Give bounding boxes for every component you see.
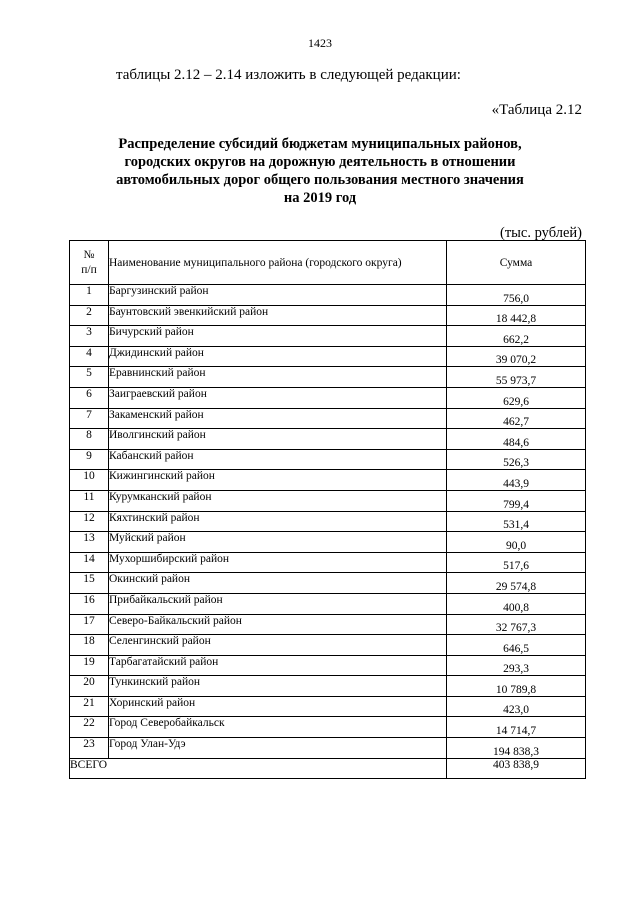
row-sum: 55 973,7 [447,367,586,388]
row-name: Кяхтинский район [109,511,447,532]
row-sum: 29 574,8 [447,573,586,594]
row-name: Муйский район [109,532,447,553]
row-number: 16 [70,593,109,614]
row-number: 6 [70,387,109,408]
table-row [70,676,586,697]
row-number: 15 [70,573,109,594]
row-sum: 423,0 [447,696,586,717]
table-row [70,429,586,450]
row-number: 21 [70,696,109,717]
table-row [70,573,586,594]
table-row [70,305,586,326]
row-number: 8 [70,429,109,450]
row-number: 10 [70,470,109,491]
row-number: 11 [70,490,109,511]
row-number: 3 [70,326,109,347]
row-sum: 526,3 [447,449,586,470]
table-row [70,717,586,738]
row-name: Прибайкальский район [109,593,447,614]
row-name: Иволгинский район [109,429,447,450]
page-number: 1423 [308,36,332,50]
row-name: Кижингинский район [109,470,447,491]
table-row [70,593,586,614]
subsidy-table [69,240,586,779]
row-number: 4 [70,346,109,367]
row-name: Мухоршибирский район [109,552,447,573]
row-number: 19 [70,655,109,676]
row-sum: 799,4 [447,490,586,511]
row-sum: 400,8 [447,593,586,614]
row-number: 18 [70,635,109,656]
row-name: Кабанский район [109,449,447,470]
table-label: «Таблица 2.12 [491,102,582,118]
header-name: Наименование муниципального района (городского округа) [109,241,447,285]
row-sum: 32 767,3 [447,614,586,635]
table-row [70,738,586,759]
row-sum: 517,6 [447,552,586,573]
row-number: 13 [70,532,109,553]
table-row [70,532,586,553]
unit-label: (тыс. рублей) [500,225,582,241]
header-number-sign: № [83,248,95,261]
row-sum: 484,6 [447,429,586,450]
row-sum: 10 789,8 [447,676,586,697]
row-sum: 443,9 [447,470,586,491]
row-sum: 14 714,7 [447,717,586,738]
row-sum: 646,5 [447,635,586,656]
row-name: Город Улан-Удэ [109,738,447,759]
total-sum: 403 838,9 [447,758,586,779]
header-sum: Сумма [447,241,586,285]
row-sum: 90,0 [447,532,586,553]
row-number: 20 [70,676,109,697]
table-row [70,449,586,470]
table-row [70,696,586,717]
table-row [70,346,586,367]
row-name: Закаменский район [109,408,447,429]
row-sum: 39 070,2 [447,346,586,367]
header-number [70,241,109,285]
row-name: Тункинский район [109,676,447,697]
row-sum: 756,0 [447,285,586,306]
table-row [70,635,586,656]
row-name: Город Северобайкальск [109,717,447,738]
row-number: 23 [70,738,109,759]
title-line: автомобильных дорог общего пользования местного значения [116,172,524,188]
row-number: 14 [70,552,109,573]
row-sum: 18 442,8 [447,305,586,326]
header-number-abbr: п/п [81,263,97,276]
intro-text: таблицы 2.12 – 2.14 изложить в следующей редакции: [116,67,461,83]
row-name: Хоринский район [109,696,447,717]
row-sum: 194 838,3 [447,738,586,759]
table-body [70,285,586,759]
table-row [70,367,586,388]
table-row [70,285,586,306]
table-row [70,326,586,347]
row-name: Тарбагатайский район [109,655,447,676]
row-name: Баунтовский эвенкийский район [109,305,447,326]
row-sum: 629,6 [447,387,586,408]
table-row [70,408,586,429]
total-label: ВСЕГО [70,758,447,779]
total-row [70,758,586,779]
row-number: 1 [70,285,109,306]
table-row [70,614,586,635]
table-row [70,387,586,408]
table-row [70,511,586,532]
title-line: Распределение субсидий бюджетам муниципальных районов, [118,136,522,152]
title-line: городских округов на дорожную деятельность в отношении [124,154,516,170]
row-name: Джидинский район [109,346,447,367]
row-name: Заиграевский район [109,387,447,408]
row-name: Северо-Байкальский район [109,614,447,635]
table-row [70,655,586,676]
row-sum: 462,7 [447,408,586,429]
table-header-row [70,241,586,285]
row-name: Селенгинский район [109,635,447,656]
row-name: Еравнинский район [109,367,447,388]
row-number: 17 [70,614,109,635]
row-number: 22 [70,717,109,738]
document-title [100,135,540,207]
row-sum: 531,4 [447,511,586,532]
row-name: Курумканский район [109,490,447,511]
title-line: на 2019 год [283,190,357,206]
row-number: 7 [70,408,109,429]
row-sum: 293,3 [447,655,586,676]
row-sum: 662,2 [447,326,586,347]
row-number: 5 [70,367,109,388]
row-number: 9 [70,449,109,470]
row-number: 12 [70,511,109,532]
row-name: Баргузинский район [109,285,447,306]
table-row [70,490,586,511]
table-row [70,552,586,573]
row-number: 2 [70,305,109,326]
table-row [70,470,586,491]
row-name: Окинский район [109,573,447,594]
row-name: Бичурский район [109,326,447,347]
